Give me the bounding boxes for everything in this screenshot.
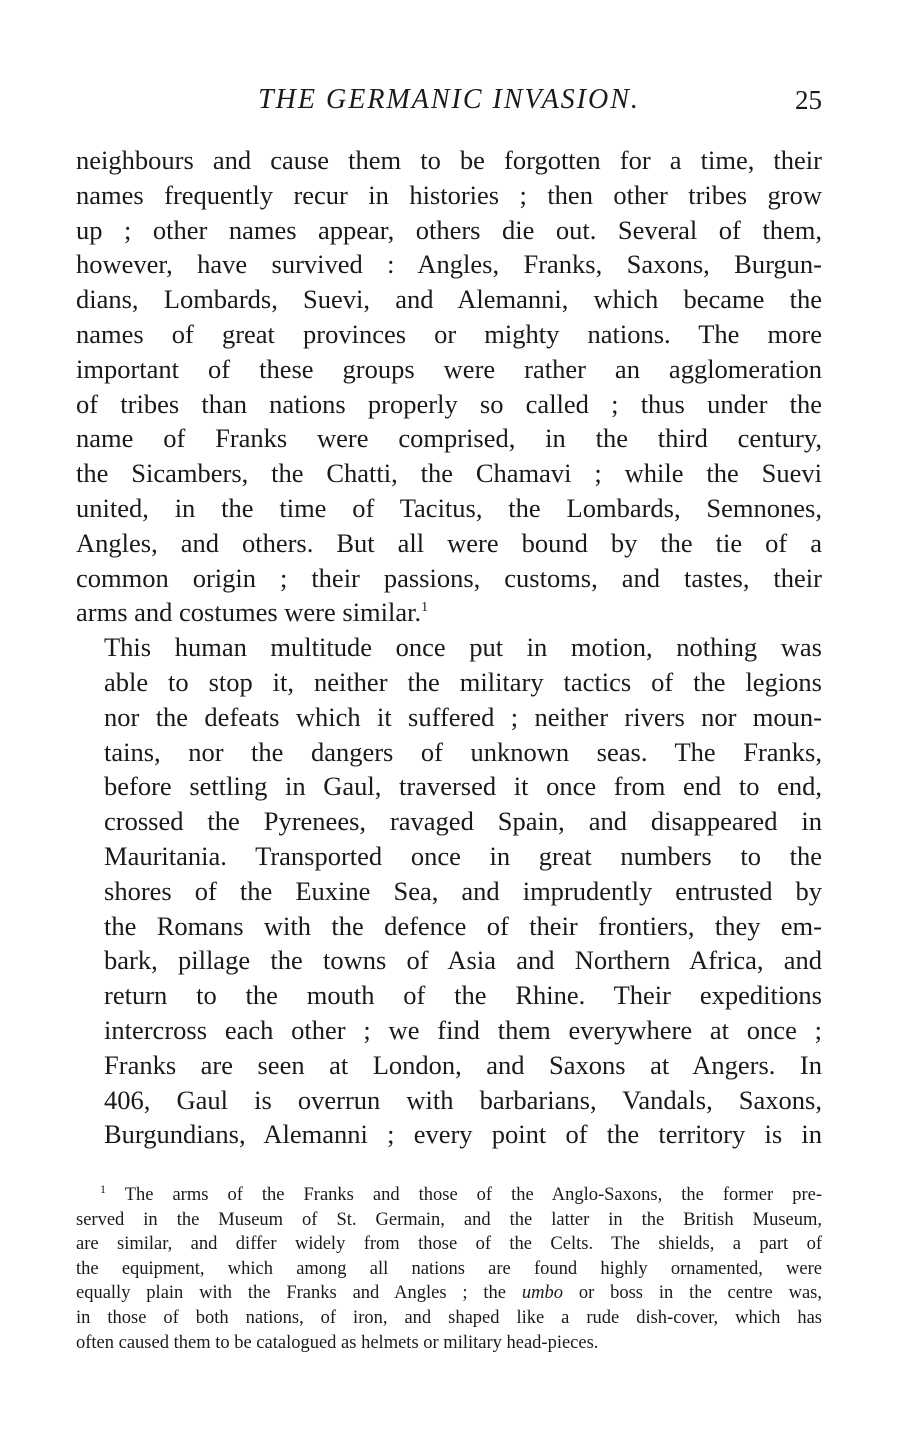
body-text xyxy=(76,143,822,1152)
footnote-text: equally plain with the Franks and Angles ; the xyxy=(76,1283,522,1304)
footnote-text: or boss in the centre was, xyxy=(562,1283,822,1304)
footnote-line: in those of both nations, of iron, and shaped like a rude dish-cover, which has xyxy=(76,1307,822,1328)
text-line: Franks are seen at London, and Saxons at Angers. In xyxy=(104,1049,822,1080)
footnote-line xyxy=(76,1183,822,1208)
text-line: intercross each other ; we find them everywhere at once ; xyxy=(104,1014,822,1045)
text-line: Mauritania. Transported once in great numbers to the xyxy=(104,840,822,871)
text-line: crossed the Pyrenees, ravaged Spain, and disappeared in xyxy=(104,806,822,837)
running-title: THE GERMANIC INVASION. xyxy=(258,84,640,115)
text-line: Angles, and others. But all were bound by the tie of a xyxy=(76,527,822,558)
footnote-reference[interactable]: 1 xyxy=(421,600,429,616)
text-line: the Sicambers, the Chatti, the Chamavi ; while the Suevi xyxy=(76,458,822,489)
text-line-content: arms and costumes were similar. xyxy=(76,597,422,628)
text-line: important of these groups were rather an agglomeration xyxy=(76,353,822,384)
text-line: Burgundians, Alemanni ; every point of the territory is in xyxy=(104,1119,822,1150)
text-line: neighbours and cause them to be forgotten for a time, their xyxy=(76,145,822,175)
footnote-line-text: The arms of the Franks and those of the Anglo-Saxons, the former pre- xyxy=(124,1185,822,1205)
text-line: name of Franks were comprised, in the third century, xyxy=(76,423,822,454)
text-line: bark, pillage the towns of Asia and Northern Africa, and xyxy=(104,945,822,976)
text-line: tains, nor the dangers of unknown seas. The Franks, xyxy=(104,736,822,767)
text-line: names frequently recur in histories ; then other tribes grow xyxy=(76,179,822,210)
text-line: 406, Gaul is overrun with barbarians, Vandals, Saxons, xyxy=(104,1084,822,1115)
text-line: however, have survived : Angles, Franks, Saxons, Burgun- xyxy=(76,249,822,280)
text-line: dians, Lombards, Suevi, and Alemanni, which became the xyxy=(76,284,822,315)
text-line: the Romans with the defence of their frontiers, they em- xyxy=(104,910,822,941)
running-head xyxy=(76,80,822,120)
text-line: nor the defeats which it suffered ; neither rivers nor moun- xyxy=(104,701,822,732)
text-line: This human multitude once put in motion, nothing was xyxy=(104,632,822,663)
text-line-last xyxy=(76,595,822,630)
text-line: common origin ; their passions, customs, and tastes, their xyxy=(76,562,822,593)
footnote-line: the equipment, which among all nations are found highly ornamented, were xyxy=(76,1258,822,1279)
footnote-line: are similar, and differ widely from those of the Celts. The shields, a part of xyxy=(76,1234,822,1255)
footnote-line-last: often caused them to be catalogued as helmets or military head-pieces. xyxy=(76,1332,599,1353)
footnote xyxy=(76,1183,822,1355)
text-line: of tribes than nations properly so called ; thus under the xyxy=(76,388,822,419)
page-number: 25 xyxy=(795,85,822,115)
text-line: names of great provinces or mighty nations. The more xyxy=(76,318,822,349)
footnote-line: served in the Museum of St. Germain, and the latter in the British Museum, xyxy=(76,1209,822,1230)
text-line: return to the mouth of the Rhine. Their expeditions xyxy=(104,980,822,1011)
footnote-marker: 1 xyxy=(100,1181,106,1196)
paragraph-2 xyxy=(76,630,822,1152)
footnote-italic-term: umbo xyxy=(521,1283,563,1304)
text-line: before settling in Gaul, traversed it once from end to end, xyxy=(104,771,822,802)
text-line: up ; other names appear, others die out. Several of them, xyxy=(76,214,822,245)
text-line: able to stop it, neither the military tactics of the legions xyxy=(104,666,822,697)
footnote-line xyxy=(76,1281,822,1306)
paragraph-1 xyxy=(76,143,822,630)
text-line: shores of the Euxine Sea, and imprudently entrusted by xyxy=(104,875,822,906)
text-line: united, in the time of Tacitus, the Lombards, Semnones, xyxy=(76,492,822,523)
